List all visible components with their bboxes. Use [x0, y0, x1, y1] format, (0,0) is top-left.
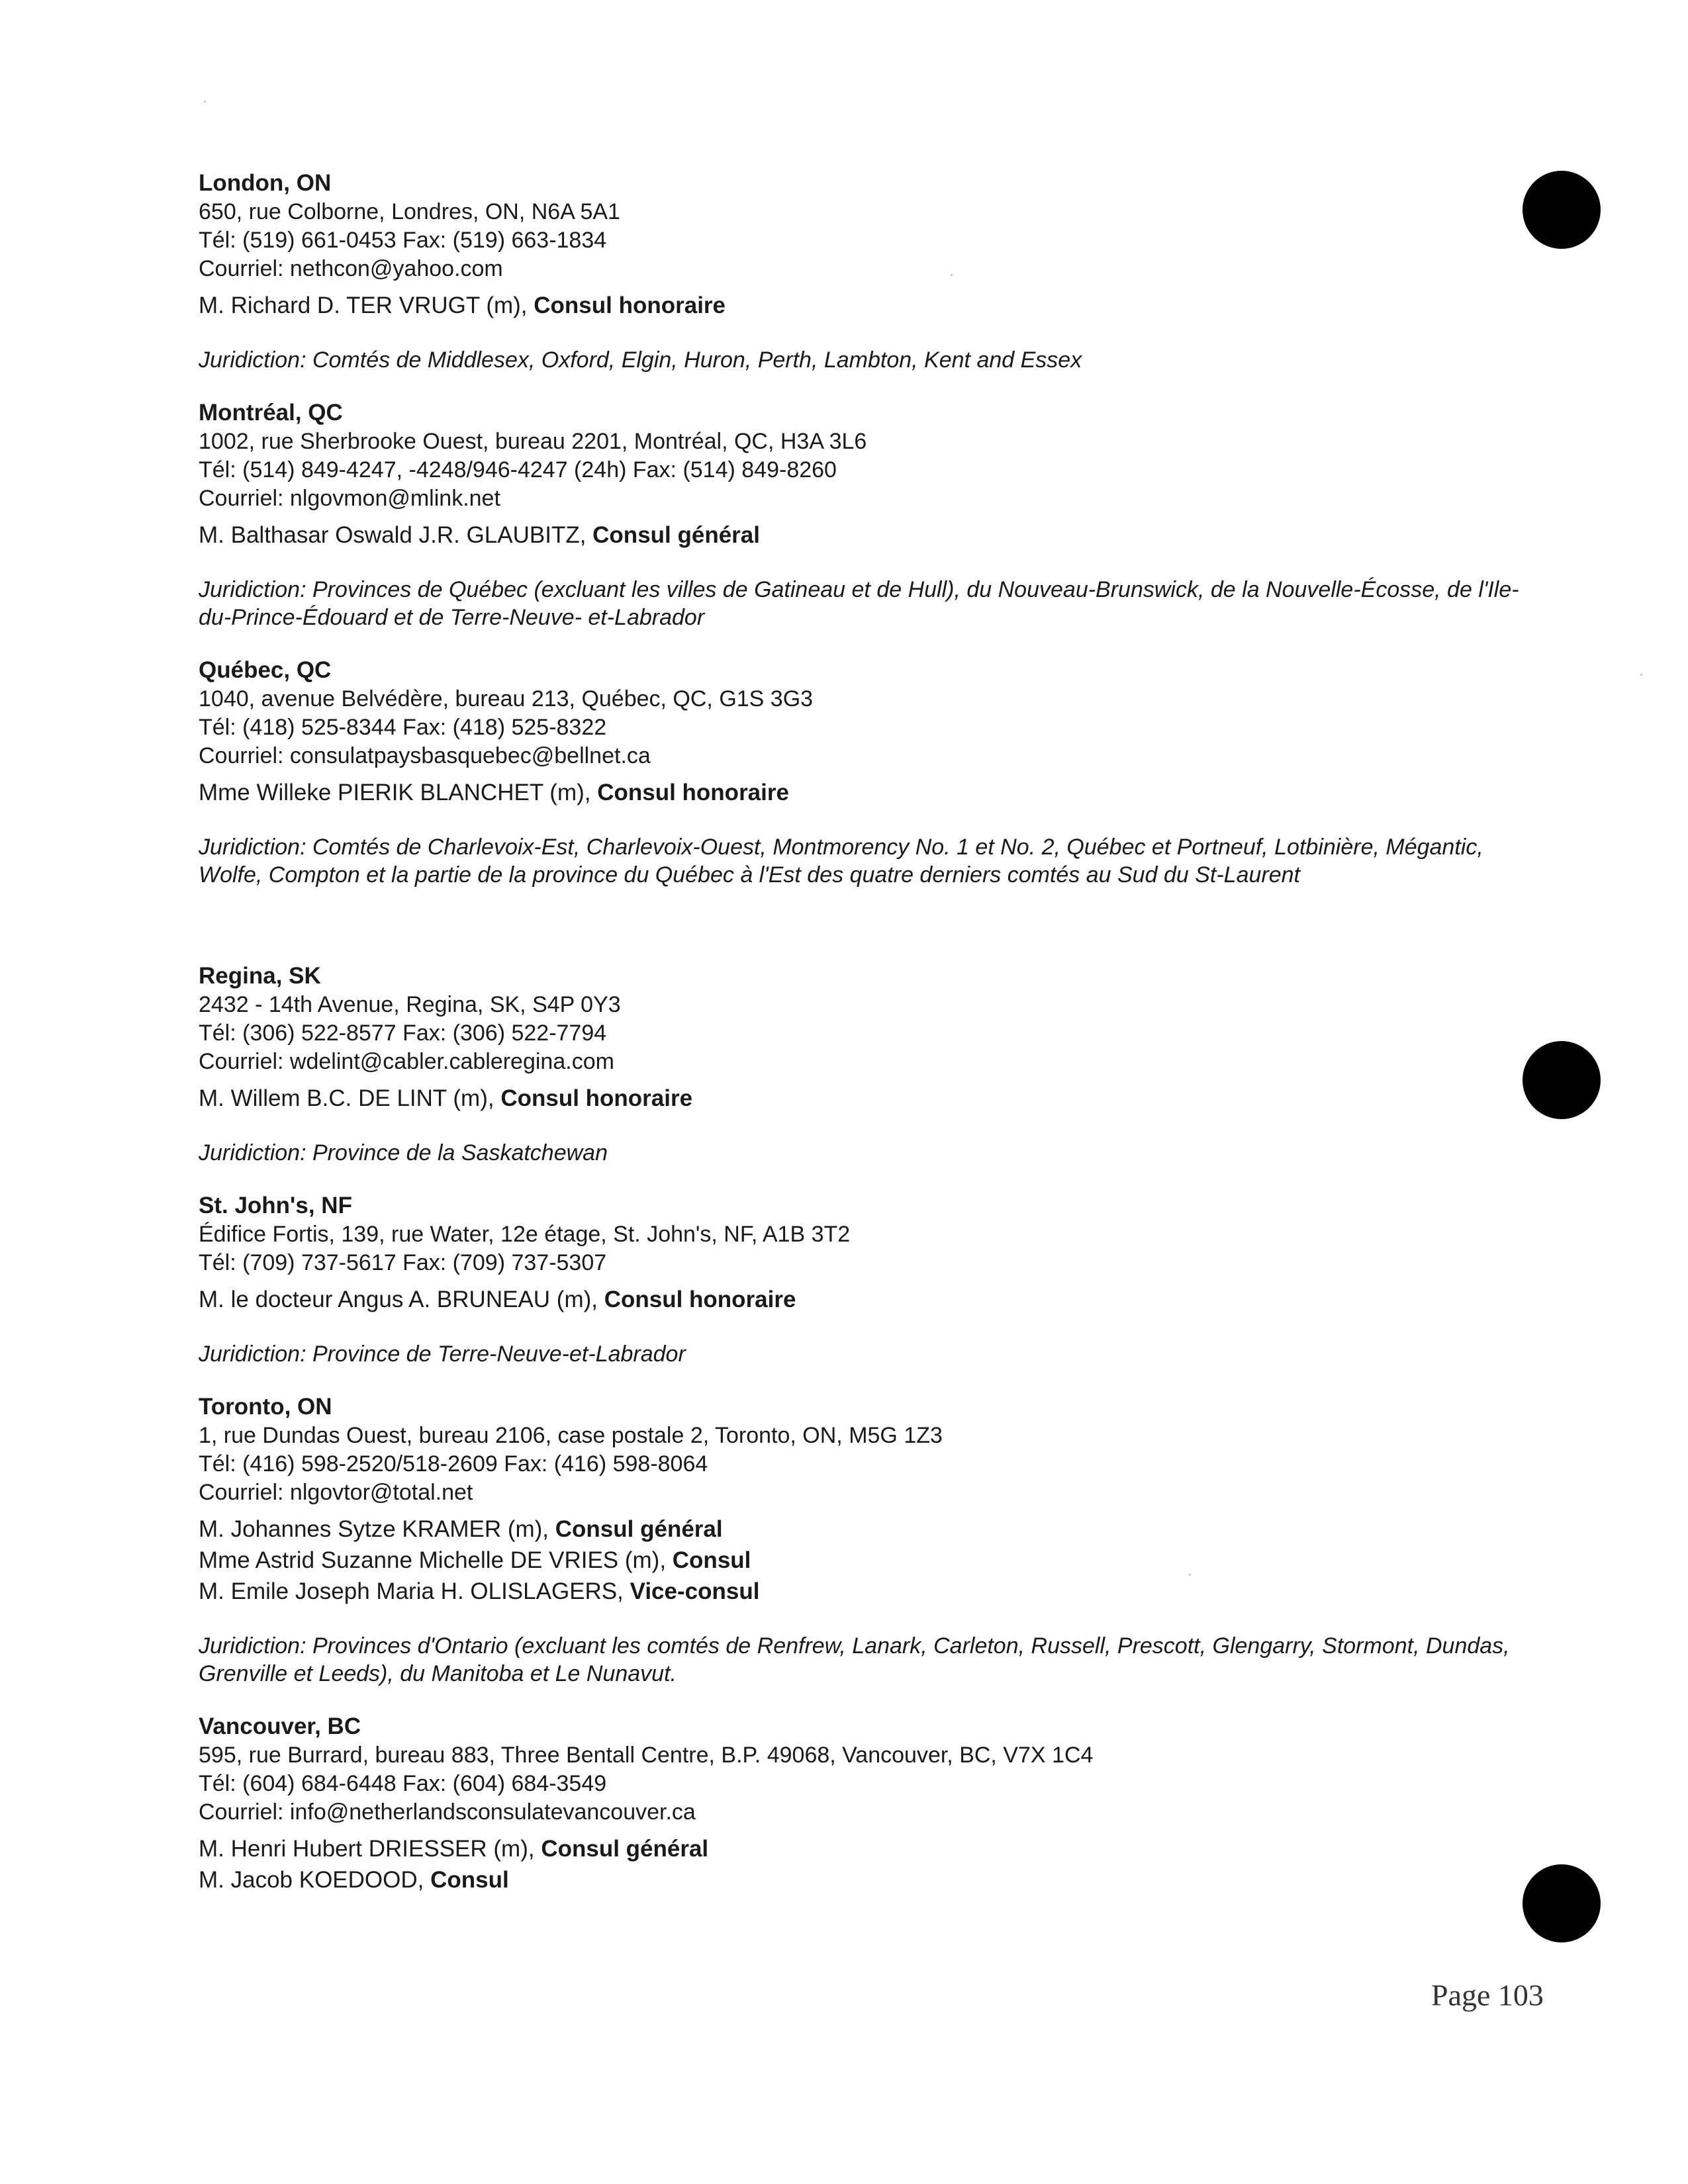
officer-list — [199, 1284, 1523, 1315]
binder-hole-top — [1523, 171, 1601, 249]
email-line: Courriel: nlgovmon@mlink.net — [199, 486, 500, 511]
phone-line: Tél: (604) 684-6448 Fax: (604) 684-3549 — [199, 1771, 607, 1796]
phone-line: Tél: (519) 661-0453 Fax: (519) 663-1834 — [199, 228, 607, 253]
officer — [199, 1833, 1523, 1864]
officer — [199, 1514, 1523, 1545]
officer-title: Consul honoraire — [534, 293, 726, 318]
city-heading: London, ON — [199, 170, 332, 196]
jurisdiction: Juridiction: Comtés de Middlesex, Oxford, Elgin, Huron, Perth, Lambton, Kent and Essex — [199, 347, 1082, 373]
city-heading: Toronto, ON — [199, 1394, 332, 1420]
officer — [199, 1545, 1523, 1576]
officer-name: Mme Astrid Suzanne Michelle DE VRIES (m), — [199, 1547, 673, 1573]
address-line: 2432 - 14th Avenue, Regina, SK, S4P 0Y3 — [199, 992, 621, 1017]
officer-list — [199, 1833, 1523, 1895]
jurisdiction: Juridiction: Provinces de Québec (excluant les villes de Gatineau et de Hull), du Nouveau-Brunswick, de la Nouvelle-Écosse, de l'Ile-du-Prince-Édouard et de Terre-Neuve- et-Labrador — [199, 577, 1519, 630]
entry-vancouver — [199, 1712, 1523, 1895]
officer-list — [199, 1514, 1523, 1607]
email-line: Courriel: wdelint@cabler.cableregina.com — [199, 1049, 614, 1074]
email-line: Courriel: nlgovtor@total.net — [199, 1480, 473, 1505]
address-line: 595, rue Burrard, bureau 883, Three Bentall Centre, B.P. 49068, Vancouver, BC, V7X 1C4 — [199, 1743, 1094, 1768]
phone-line: Tél: (306) 522-8577 Fax: (306) 522-7794 — [199, 1021, 607, 1046]
officer-name: Mme Willeke PIERIK BLANCHET (m), — [199, 780, 598, 805]
city-heading: St. John's, NF — [199, 1193, 352, 1218]
page-number: Page 103 — [1431, 1978, 1544, 2012]
officer-title: Consul général — [541, 1836, 709, 1862]
officer-name: M. Henri Hubert DRIESSER (m), — [199, 1836, 541, 1862]
officer-title: Consul honoraire — [597, 780, 789, 805]
phone-line: Tél: (418) 525-8344 Fax: (418) 525-8322 — [199, 715, 607, 740]
officer-title: Consul — [672, 1547, 751, 1573]
city-heading: Regina, SK — [199, 963, 321, 989]
officer-title: Consul honoraire — [604, 1287, 796, 1312]
entry-toronto — [199, 1392, 1523, 1688]
scan-speck — [204, 101, 206, 103]
phone-line: Tél: (514) 849-4247, -4248/946-4247 (24h) Fax: (514) 849-8260 — [199, 457, 837, 482]
officer-list — [199, 1083, 1523, 1114]
officer-name: M. Emile Joseph Maria H. OLISLAGERS, — [199, 1578, 630, 1604]
jurisdiction: Juridiction: Comtés de Charlevoix-Est, Charlevoix-Ouest, Montmorency No. 1 et No. 2, Québec et Portneuf, Lotbinière, Mégantic, Wolfe, Compton et la partie de la province du Québec à l'Est des quatre derniers comtés au Sud du St-Laurent — [199, 835, 1483, 887]
officer-name: M. Jacob KOEDOOD, — [199, 1867, 431, 1893]
phone-line: Tél: (416) 598-2520/518-2609 Fax: (416) 598-8064 — [199, 1451, 708, 1477]
officer — [199, 1864, 1523, 1895]
officer-title: Consul général — [555, 1516, 723, 1542]
officer-title: Consul — [430, 1867, 509, 1893]
binder-hole-middle — [1523, 1041, 1601, 1119]
officer — [199, 1284, 1523, 1315]
address-line: 1002, rue Sherbrooke Ouest, bureau 2201, Montréal, QC, H3A 3L6 — [199, 429, 867, 454]
entry-quebec — [199, 656, 1523, 889]
email-line: Courriel: consulatpaysbasquebec@bellnet.ca — [199, 743, 651, 768]
address-line: Édifice Fortis, 139, rue Water, 12e étage, St. John's, NF, A1B 3T2 — [199, 1222, 851, 1247]
officer-title: Consul général — [592, 522, 760, 548]
officer-name: M. Johannes Sytze KRAMER (m), — [199, 1516, 555, 1542]
entry-london — [199, 169, 1523, 374]
directory-listing — [199, 169, 1523, 1895]
address-line: 1, rue Dundas Ouest, bureau 2106, case postale 2, Toronto, ON, M5G 1Z3 — [199, 1423, 943, 1448]
jurisdiction: Juridiction: Province de la Saskatchewan — [199, 1140, 608, 1165]
phone-line: Tél: (709) 737-5617 Fax: (709) 737-5307 — [199, 1250, 607, 1275]
officer-list — [199, 290, 1523, 321]
officer-title: Vice-consul — [630, 1578, 760, 1604]
address-line: 650, rue Colborne, Londres, ON, N6A 5A1 — [199, 199, 620, 224]
email-line: Courriel: nethcon@yahoo.com — [199, 256, 503, 281]
jurisdiction: Juridiction: Province de Terre-Neuve-et-Labrador — [199, 1342, 686, 1367]
binder-hole-bottom — [1523, 1864, 1601, 1942]
city-heading: Québec, QC — [199, 657, 332, 683]
entry-st-johns — [199, 1191, 1523, 1368]
officer — [199, 1576, 1523, 1607]
officer-list — [199, 777, 1523, 808]
officer-name: M. Willem B.C. DE LINT (m), — [199, 1085, 501, 1111]
jurisdiction: Juridiction: Provinces d'Ontario (excluant les comtés de Renfrew, Lanark, Carleton, Russell, Prescott, Glengarry, Stormont, Dundas, Grenville et Leeds), du Manitoba et Le Nunavut. — [199, 1633, 1510, 1686]
officer-name: M. le docteur Angus A. BRUNEAU (m), — [199, 1287, 604, 1312]
officer-list — [199, 520, 1523, 551]
officer — [199, 290, 1523, 321]
officer-name: M. Balthasar Oswald J.R. GLAUBITZ, — [199, 522, 593, 548]
officer — [199, 520, 1523, 551]
officer-name: M. Richard D. TER VRUGT (m), — [199, 293, 534, 318]
email-line: Courriel: info@netherlandsconsulatevancouver.ca — [199, 1799, 696, 1825]
entry-montreal — [199, 398, 1523, 631]
city-heading: Montréal, QC — [199, 400, 343, 426]
scan-speck — [1640, 674, 1642, 676]
address-line: 1040, avenue Belvédère, bureau 213, Québec, QC, G1S 3G3 — [199, 686, 814, 711]
officer — [199, 777, 1523, 808]
city-heading: Vancouver, BC — [199, 1713, 361, 1739]
officer-title: Consul honoraire — [500, 1085, 693, 1111]
entry-regina — [199, 962, 1523, 1167]
officer — [199, 1083, 1523, 1114]
